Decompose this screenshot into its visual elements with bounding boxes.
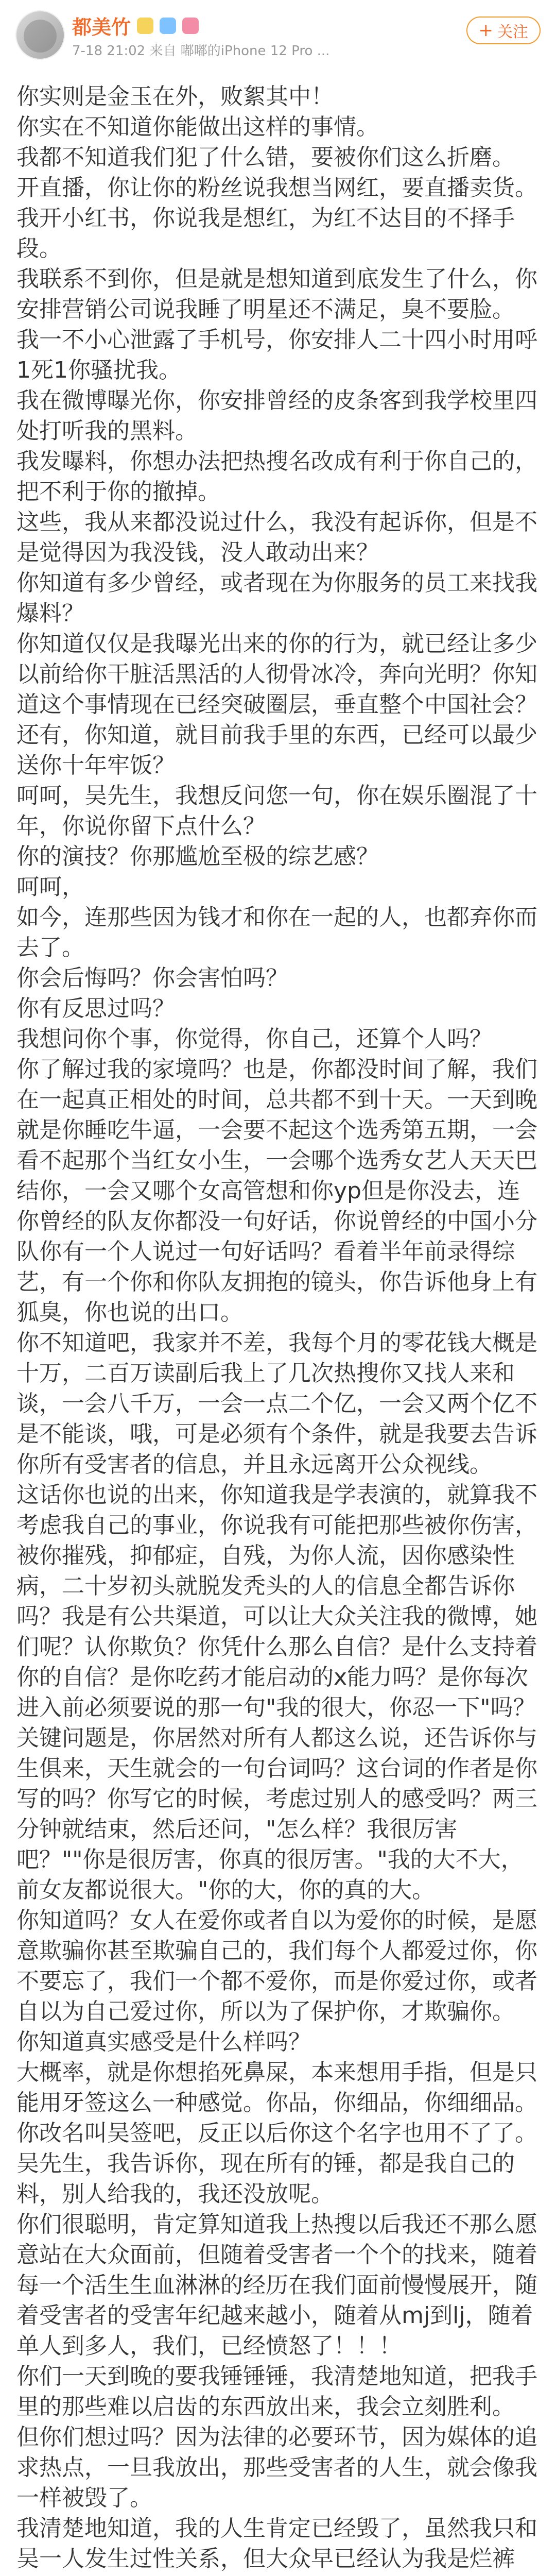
plus-icon: + (478, 20, 493, 41)
paragraph: 我一不小心泄露了手机号，你安排人二十四小时用呼1死1你骚扰我。 (16, 327, 537, 383)
follow-button[interactable] (466, 16, 541, 44)
paragraph: 你实则是金玉在外，败絮其中！ (16, 83, 334, 110)
follow-label: 关注 (497, 23, 528, 41)
paragraph: 大概率，就是你想掐死鼻屎，本来想用手指，但是只能用牙签这么一种感觉。你品，你细品，你细细品。 (16, 2059, 537, 2116)
paragraph: 这话你也说的出来，你知道我是学表演的，就算我不考虑我自己的事业，你说我有可能把那些被你伤害，被你摧残，抑郁症，自残，为你人流，因你感染性病，二十岁初头就脱发秃头的人的信息全都告诉你吗？我是有公共渠道，可以让大众关注我的微博，她们呢？认你欺负？你凭什么那么自信？是什么支持着你的自信？是你吃药才能启动的x能力吗？是你每次进入前必须要说的那一句"我的很大，你忍一下"吗？关键问题是，你居然对所有人都这么说，还告诉你与生俱来，天生就会的一句台词吗？这台词的作者是你写的吗？你写它的时候，考虑过别人的感受吗？两三分钟就结束，然后还问，"怎么样？我很厉害吧？""你是很厉害，你真的很厉害。"我的大不大，前女友都说很大。"你的大，你的真的大。 (16, 1482, 537, 1903)
paragraph: 我联系不到你，但是就是想知道到底发生了什么，你安排营销公司说我睡了明星还不满足，臭不要脸。 (16, 266, 537, 323)
author-row (72, 11, 199, 40)
paragraph: 这些，我从来都没说过什么，我没有起诉你，但是不是觉得因为我没钱，没人敢动出来？ (16, 509, 537, 566)
paragraph: 我开小红书，你说我是想红，为红不达目的不择手段。 (16, 205, 515, 262)
paragraph: 你知道真实感受是什么样吗？ (16, 2029, 311, 2055)
post-header (0, 0, 556, 77)
paragraph: 我发曝料，你想办法把热搜名改成有利于你自己的，把不利于你的撤掉。 (16, 448, 537, 505)
paragraph: 你知道吗？女人在爱你或者自以为爱你的时候，是愿意欺骗你甚至欺骗自己的，我们每个人都爱过你，你不要忘了，我们一个都不爱你，而是你爱过你，或者自以为自己爱过你，所以为了保护你，才欺骗你。 (16, 1907, 537, 2025)
paragraph: 如今，连那些因为钱才和你在一起的人，也都弃你而去了。 (16, 904, 537, 961)
paragraph: 你们一天到晚的要我锤锤锤，我清楚地知道，把我手里的那些难以启齿的东西放出来，我会立刻胜利。 (16, 2363, 537, 2420)
paragraph: 我清楚地知道，我的人生肯定已经毁了，虽然我只和吴一人发生过性关系，但大众早已经认为我是烂裤 (16, 2515, 537, 2572)
paragraph: 但你们想过吗？因为法律的必要环节，因为媒体的追求热点，一旦我放出，那些受害者的人生，就会像我一样被毁了。 (16, 2424, 537, 2511)
paragraph: 还有，你知道，就目前我手里的东西，已经可以最少送你十年牢饭？ (16, 722, 537, 778)
post-content (16, 81, 540, 2576)
paragraph: 呵呵， (16, 874, 84, 900)
paragraph: 我在微博曝光你，你安排曾经的皮条客到我学校里四处打听我的黑料。 (16, 387, 537, 444)
paragraph: 你实在不知道你能做出这样的事情。 (16, 114, 379, 140)
paragraph: 你们很聪明，肯定算知道我上热搜以后我还不那么愿意站在大众面前，但随着受害者一个个的找来，随着每一个活生生血淋淋的经历在我们面前慢慢展开，随着受害者的受害年纪越来越小，随着从mj到lj，随着单人到多人，我们，已经愤怒了！！！ (16, 2211, 537, 2359)
panda-badge-icon (160, 18, 176, 34)
paragraph: 你不知道吧，我家并不差，我每个月的零花钱大概是十万，二百万读副后我上了几次热搜你又找人来和谈，一会八千万，一会一点二个亿，一会又两个亿不是不能谈，哦，可是必须有个条件，就是我要去告诉你所有受害者的信息，并且永远离开公众视线。 (16, 1330, 537, 1478)
paragraph: 你改名叫吴签吧，反正以后你这个名字也用不了了。 (16, 2120, 537, 2146)
paragraph: 你有反思过吗？ (16, 995, 175, 1022)
paragraph: 你会后悔吗？你会害怕吗？ (16, 965, 288, 991)
avatar-silhouette (24, 20, 57, 53)
paragraph: 我都不知道我们犯了什么错，要被你们这么折磨。 (16, 144, 515, 171)
vip-badge-icon (137, 18, 153, 34)
paragraph: 你知道有多少曾经，或者现在为你服务的员工来找我爆料？ (16, 570, 537, 626)
paragraph: 你知道仅仅是我曝光出来的你的行为，就已经让多少以前给你干脏活黑活的人彻骨冰冷，奔向光明？你知道这个事情现在已经突破圈层，垂直整个中国社会？ (16, 631, 537, 718)
paragraph: 开直播，你让你的粉丝说我想当网红，要直播卖货。 (16, 175, 537, 201)
paragraph: 呵呵，吴先生，我想反问您一句，你在娱乐圈混了十年，你说你留下点什么？ (16, 783, 537, 839)
paragraph: 我想问你个事，你觉得，你自己，还算个人吗？ (16, 1026, 492, 1052)
paragraph: 吴先生，我告诉你，现在所有的锤，都是我自己的料，别人给我的，我还没放呢。 (16, 2150, 515, 2207)
paragraph: 你了解过我的家境吗？也是，你都没时间了解，我们在一起真正相处的时间，总共都不到十天。一天到晚就是你睡吃牛逼，一会要不起这个选秀第五期，一会看不起那个当红女小生，一会哪个选秀女艺人天天巴结你，一会又哪个女高管想和你yp但是你没去，连你曾经的队友你都没一句好话，你说曾经的中国小分队你有一个人说过一句好话吗？看着半年前录得综艺，有一个你和你队友拥抱的镜头，你告诉他身上有狐臭，你也说的出口。 (16, 1056, 537, 1326)
heart-badge-icon (182, 18, 199, 34)
author-name[interactable]: 都美竹 (72, 16, 131, 39)
paragraph: 你的演技？你那尴尬至极的综艺感？ (16, 843, 379, 870)
post-meta: 7-18 21:02 来自 嘟嘟的iPhone 12 Pro ... (72, 43, 330, 59)
user-avatar[interactable] (15, 10, 65, 60)
